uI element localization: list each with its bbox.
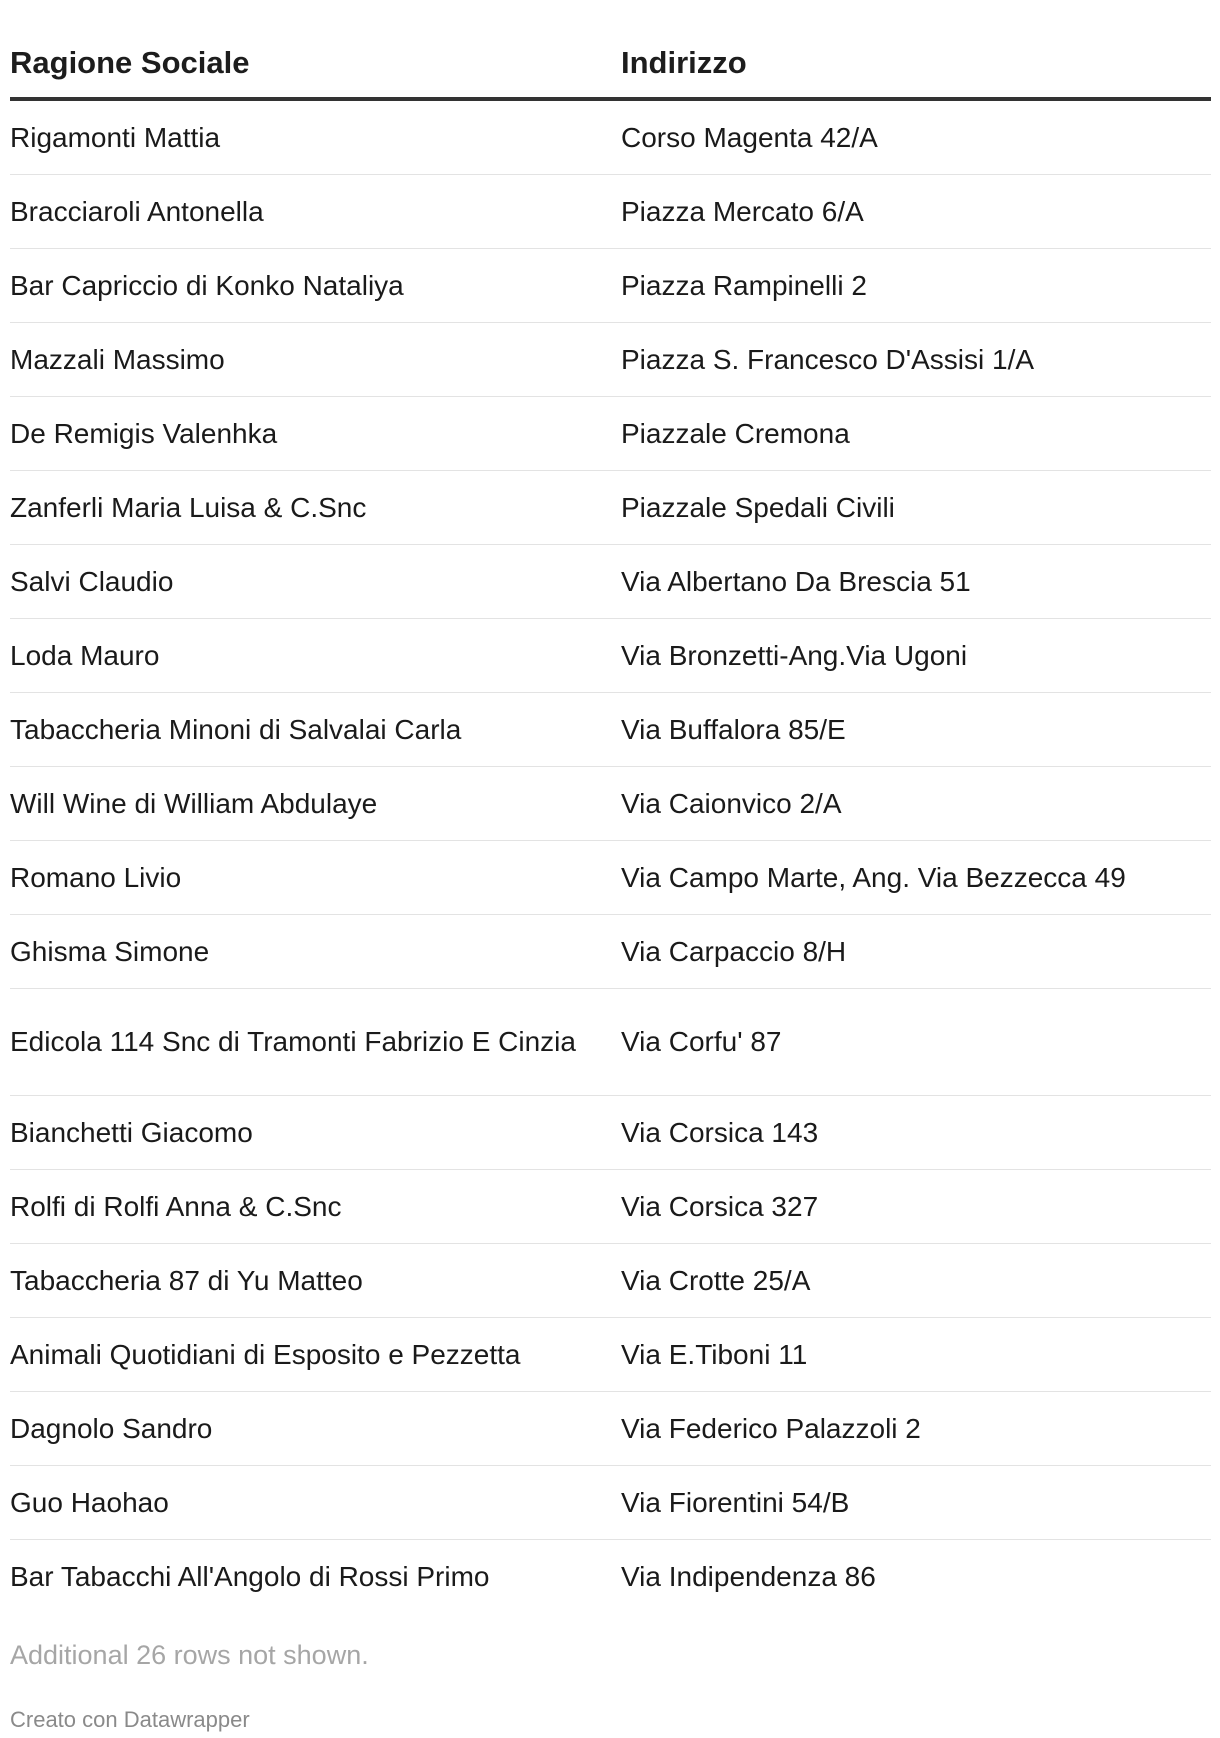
cell-ragione-sociale: De Remigis Valenhka bbox=[10, 417, 278, 449]
cell-indirizzo: Via Buffalora 85/E bbox=[621, 713, 846, 745]
table-row bbox=[10, 545, 1211, 619]
table-row bbox=[10, 841, 1211, 915]
table-row bbox=[10, 471, 1211, 545]
cell-ragione-sociale: Mazzali Massimo bbox=[10, 343, 225, 375]
cell-indirizzo: Via Bronzetti-Ang.Via Ugoni bbox=[621, 639, 968, 671]
cell-ragione-sociale: Edicola 114 Snc di Tramonti Fabrizio E Cinzia bbox=[10, 1026, 576, 1057]
table-row bbox=[10, 767, 1211, 841]
table-row bbox=[10, 1392, 1211, 1466]
cell-ragione-sociale: Will Wine di William Abdulaye bbox=[10, 787, 378, 819]
cell-ragione-sociale: Animali Quotidiani di Esposito e Pezzetta bbox=[10, 1338, 521, 1370]
table-row bbox=[10, 1096, 1211, 1170]
column-header-indirizzo[interactable]: Indirizzo bbox=[621, 44, 747, 80]
table-row bbox=[10, 989, 1211, 1096]
cell-indirizzo: Via Fiorentini 54/B bbox=[621, 1486, 850, 1518]
rows-not-shown-note: Additional 26 rows not shown. bbox=[10, 1640, 369, 1670]
table-row bbox=[10, 1466, 1211, 1540]
table-row bbox=[10, 101, 1211, 175]
cell-ragione-sociale: Bianchetti Giacomo bbox=[10, 1116, 253, 1148]
cell-indirizzo: Piazzale Spedali Civili bbox=[621, 491, 895, 523]
table-row bbox=[10, 915, 1211, 989]
table-row bbox=[10, 619, 1211, 693]
table-row bbox=[10, 1244, 1211, 1318]
cell-indirizzo: Piazza S. Francesco D'Assisi 1/A bbox=[621, 343, 1035, 375]
cell-indirizzo: Via Corsica 143 bbox=[621, 1116, 819, 1148]
cell-indirizzo: Piazza Rampinelli 2 bbox=[621, 269, 867, 301]
cell-indirizzo: Via Corsica 327 bbox=[621, 1190, 819, 1222]
table-row bbox=[10, 175, 1211, 249]
table-row bbox=[10, 1170, 1211, 1244]
cell-ragione-sociale: Tabaccheria 87 di Yu Matteo bbox=[10, 1264, 363, 1296]
cell-indirizzo: Piazza Mercato 6/A bbox=[621, 195, 864, 227]
cell-ragione-sociale: Tabaccheria Minoni di Salvalai Carla bbox=[10, 713, 462, 745]
cell-indirizzo: Via Crotte 25/A bbox=[621, 1264, 811, 1296]
cell-indirizzo: Corso Magenta 42/A bbox=[621, 121, 878, 153]
cell-indirizzo: Via Carpaccio 8/H bbox=[621, 935, 847, 967]
table-row bbox=[10, 693, 1211, 767]
cell-indirizzo: Via Albertano Da Brescia 51 bbox=[621, 565, 971, 597]
table-row bbox=[10, 249, 1211, 323]
cell-ragione-sociale: Bar Capriccio di Konko Nataliya bbox=[10, 269, 404, 301]
table-row bbox=[10, 1318, 1211, 1392]
cell-ragione-sociale: Rolfi di Rolfi Anna & C.Snc bbox=[10, 1190, 342, 1222]
cell-ragione-sociale: Bar Tabacchi All'Angolo di Rossi Primo bbox=[10, 1561, 490, 1592]
datawrapper-credit[interactable]: Creato con Datawrapper bbox=[10, 1707, 250, 1732]
cell-indirizzo: Via Corfu' 87 bbox=[621, 1026, 782, 1057]
table-header bbox=[10, 0, 1211, 101]
cell-ragione-sociale: Salvi Claudio bbox=[10, 565, 174, 597]
cell-ragione-sociale: Rigamonti Mattia bbox=[10, 121, 221, 153]
cell-indirizzo: Via Caionvico 2/A bbox=[621, 787, 842, 819]
cell-ragione-sociale: Guo Haohao bbox=[10, 1486, 169, 1518]
column-header-ragione-sociale[interactable]: Ragione Sociale bbox=[10, 44, 250, 80]
cell-ragione-sociale: Dagnolo Sandro bbox=[10, 1412, 213, 1444]
table-row bbox=[10, 1540, 1211, 1614]
cell-ragione-sociale: Loda Mauro bbox=[10, 639, 160, 671]
cell-indirizzo: Piazzale Cremona bbox=[621, 417, 850, 449]
cell-indirizzo: Via Federico Palazzoli 2 bbox=[621, 1412, 921, 1444]
table-row bbox=[10, 323, 1211, 397]
cell-ragione-sociale: Romano Livio bbox=[10, 861, 182, 893]
cell-indirizzo: Via E.Tiboni 11 bbox=[621, 1338, 808, 1370]
table-container bbox=[10, 0, 1211, 1733]
cell-indirizzo: Via Indipendenza 86 bbox=[621, 1561, 876, 1592]
cell-ragione-sociale: Ghisma Simone bbox=[10, 935, 210, 967]
cell-ragione-sociale: Zanferli Maria Luisa & C.Snc bbox=[10, 491, 367, 523]
table-row bbox=[10, 397, 1211, 471]
cell-indirizzo: Via Campo Marte, Ang. Via Bezzecca 49 bbox=[621, 861, 1126, 893]
table-body bbox=[10, 101, 1211, 1614]
cell-ragione-sociale: Bracciaroli Antonella bbox=[10, 195, 264, 227]
